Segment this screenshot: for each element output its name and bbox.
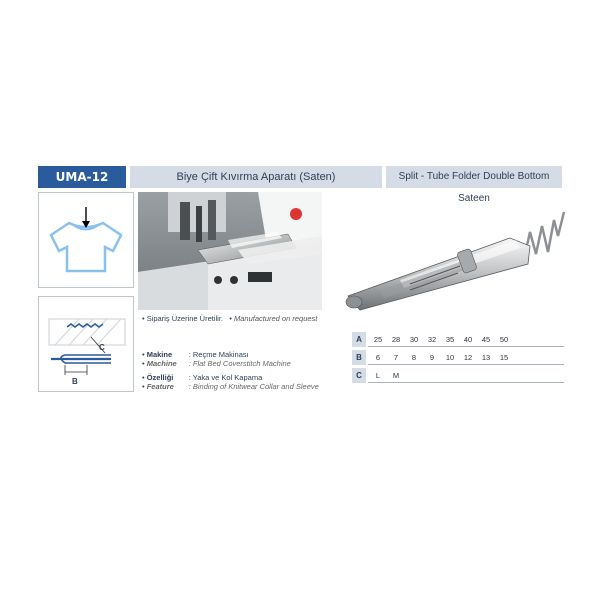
folder-product-image (340, 192, 568, 322)
bullet-icon: • (142, 373, 147, 382)
spec-label: Makine (146, 350, 173, 359)
size-value: 50 (499, 335, 509, 344)
sewing-machine-image (138, 192, 322, 310)
bullet-icon: • (142, 359, 147, 368)
spec-machine-en (142, 359, 291, 368)
size-value: 28 (391, 335, 401, 344)
spec-label: Machine (146, 359, 177, 368)
bullet-icon: • (142, 382, 147, 391)
spec-label: Feature (146, 382, 174, 391)
bullet-icon: • (142, 314, 147, 323)
size-row-b (352, 350, 564, 365)
dimension-label-b: B (72, 377, 78, 386)
machine-photo (138, 192, 322, 310)
spec-feature-tr (142, 373, 262, 382)
size-value: 25 (373, 335, 383, 344)
dimension-label-c: C (99, 343, 105, 352)
size-value: M (392, 371, 400, 380)
spec-machine-tr (142, 350, 249, 359)
size-value: 45 (481, 335, 491, 344)
bullet-icon: • (229, 314, 234, 323)
size-value: 13 (481, 353, 491, 362)
size-value: 40 (463, 335, 473, 344)
spec-label: Özelliği (146, 373, 174, 382)
spec-value: : Yaka ve Kol Kapama (188, 373, 263, 382)
product-title-tr: Biye Çift Kıvırma Aparatı (Saten) (130, 166, 382, 188)
size-row-a (352, 332, 564, 347)
tube-folder-icon (340, 192, 568, 322)
spec-value: : Flat Bed Coverstitch Machine (188, 359, 291, 368)
tshirt-icon (39, 193, 133, 287)
size-value: 32 (427, 335, 437, 344)
product-title-en: Split - Tube Folder Double Bottom Sateen (386, 166, 562, 188)
spec-value: : Reçme Makinası (188, 350, 249, 359)
size-value: 10 (445, 353, 455, 362)
size-value: L (375, 371, 381, 380)
spec-value: : Binding of Knitwear Collar and Sleeve (188, 382, 319, 391)
row-key: A (352, 332, 366, 347)
note-en: Manufactured on request (233, 314, 318, 323)
fold-diagram (38, 296, 134, 392)
row-key: C (352, 368, 366, 383)
size-value: 6 (375, 353, 381, 362)
row-key: B (352, 350, 366, 365)
size-value: 15 (499, 353, 509, 362)
production-note (142, 314, 317, 323)
fold-cross-section-icon (39, 297, 133, 391)
size-value: 12 (463, 353, 473, 362)
size-value: 7 (393, 353, 399, 362)
size-value: 8 (411, 353, 417, 362)
size-row-c (352, 368, 564, 383)
bullet-icon: • (142, 350, 147, 359)
product-code: UMA-12 (38, 166, 126, 188)
size-value: 9 (429, 353, 435, 362)
note-tr: Sipariş Üzerine Üretilir. (146, 314, 223, 323)
spec-feature-en (142, 382, 319, 391)
size-value: 35 (445, 335, 455, 344)
size-value: 30 (409, 335, 419, 344)
garment-illustration (38, 192, 134, 288)
